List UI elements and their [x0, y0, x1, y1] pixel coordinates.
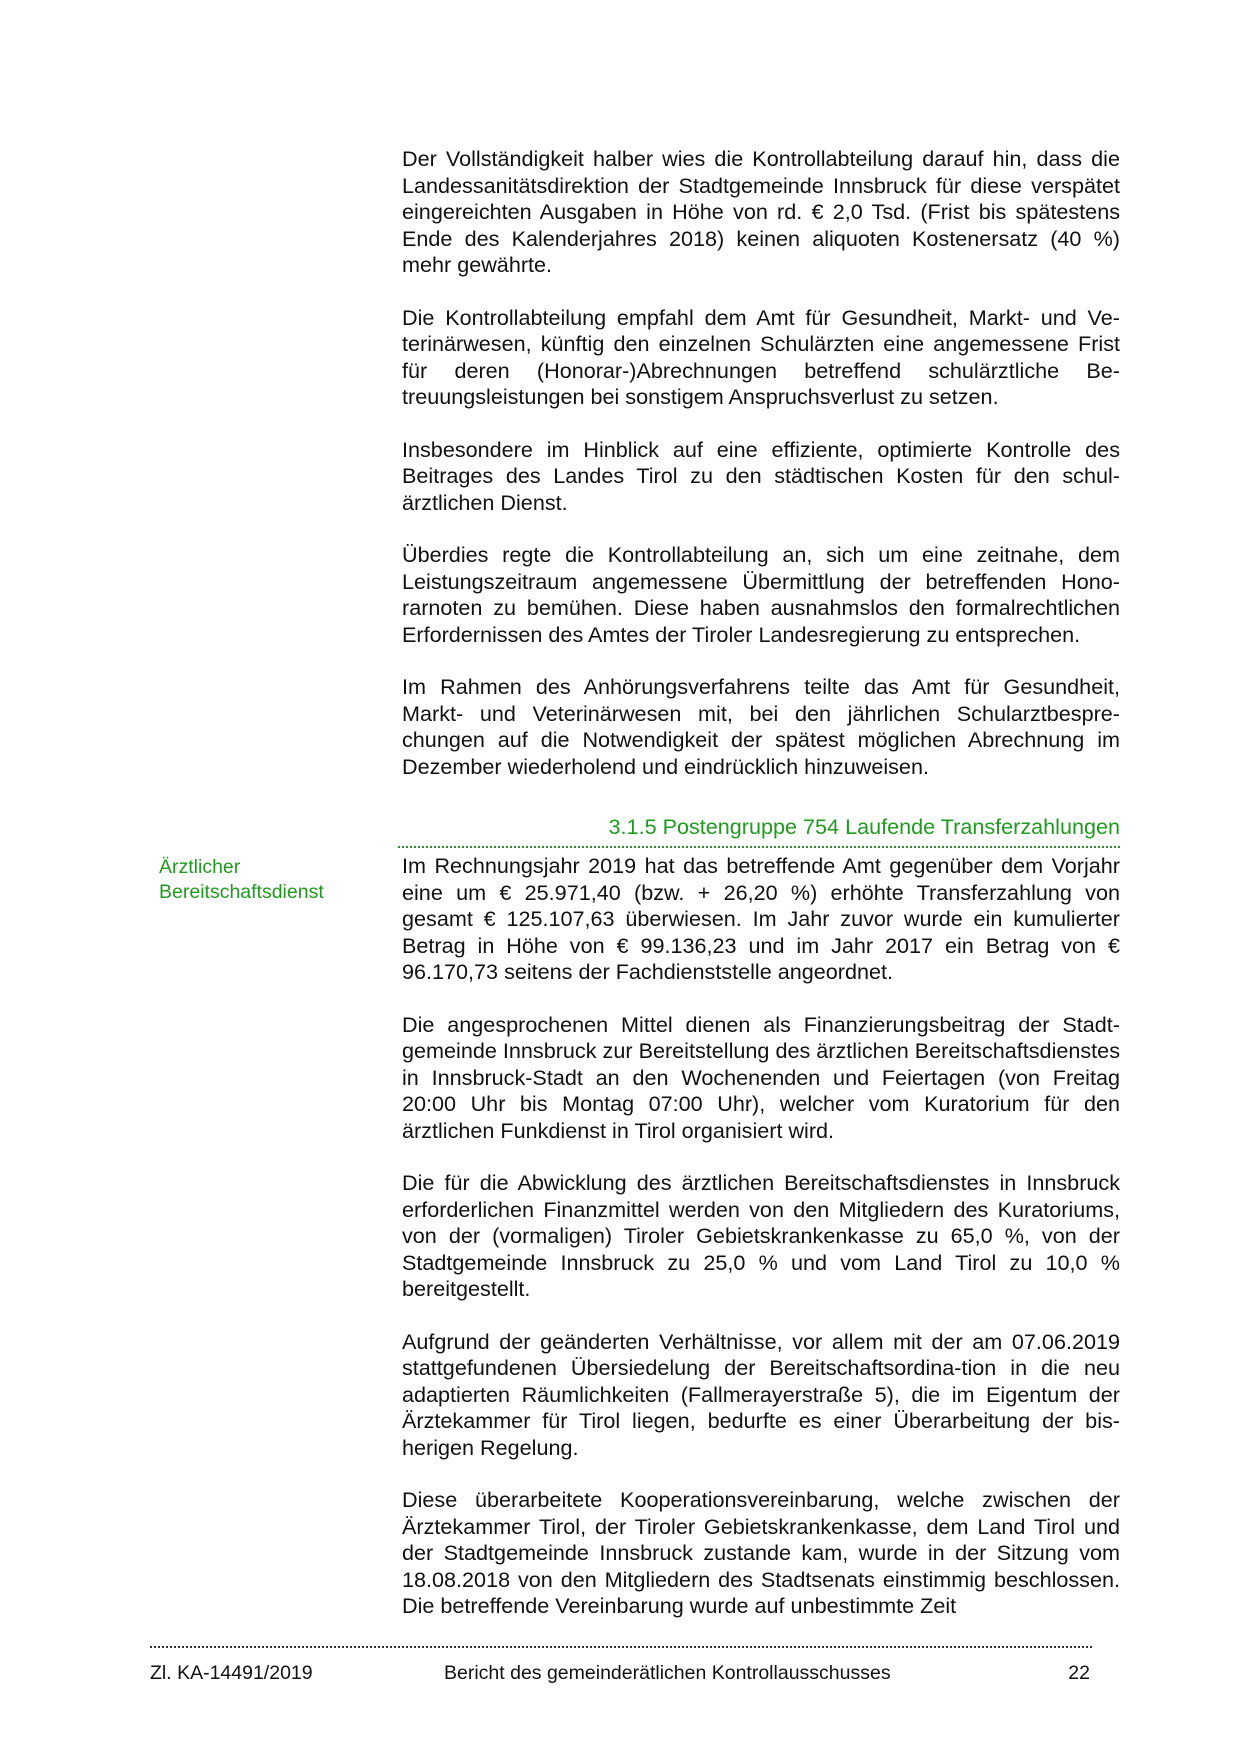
body-top [402, 146, 1120, 780]
paragraph: Überdies regte die Kontrollabteilung an, sich um eine zeitnahe, dem Leistungszeitraum angemessene Übermittlung der betreffenden Honorarnoten zu bemühen. Diese haben ausnahmslos den formalrechtlichen Erfordernissen des Amtes der Tiroler Landesregierung zu entsprechen. [402, 542, 1120, 647]
paragraph: Insbesondere im Hinblick auf eine effiziente, optimierte Kontrolle des Beitrages des Landes Tirol zu den städtischen Kosten für den schulärztlichen Dienst. [402, 436, 1120, 515]
footer-divider [150, 1646, 1092, 1648]
section-body [402, 853, 1120, 1620]
footer-reference: Zl. KA-14491/2019 [150, 1662, 313, 1684]
page-footer [150, 1660, 1092, 1686]
section-heading-rule [398, 810, 1120, 848]
paragraph: Die für die Abwicklung des ärztlichen Bereitschaftsdienstes in Innsbruck erforderlichen Finanzmittel werden von den Mitgliedern des Kuratoriums, von der (vormaligen) Tiroler Gebietskrankenkasse zu 65,0 %, von der Stadtgemeinde Innsbruck zu 25,0 % und vom Land Tirol zu 10,0 % bereitgestellt. [402, 1170, 1120, 1301]
page-number: 22 [1068, 1662, 1090, 1684]
section-heading: 3.1.5 Postengruppe 754 Laufende Transferzahlungen [608, 814, 1120, 839]
paragraph: Die Kontrollabteilung empfahl dem Amt für Gesundheit, Markt- und Veterinärwesen, künftig den einzelnen Schulärzten eine angemessene Frist für deren (Honorar-)Abrechnungen betreffend schulärztliche Betreuungsleistungen bei sonstigem Anspruchsverlust zu setzen. [402, 304, 1120, 409]
paragraph: Im Rechnungsjahr 2019 hat das betreffende Amt gegenüber dem Vorjahr eine um € 25.971,40 (bzw. + 26,20 %) erhöhte Transferzahlung von gesamt € 125.107,63 überwiesen. Im Jahr zuvor wurde ein kumulierter Betrag in Höhe von € 99.136,23 und im Jahr 2017 ein Betrag von € 96.170,73 seitens der Fachdienststelle angeordnet. [402, 853, 1120, 984]
margin-note [159, 855, 379, 904]
margin-note-line: Bereitschaftsdienst [159, 880, 324, 903]
paragraph: Im Rahmen des Anhörungsverfahrens teilte das Amt für Gesundheit, Markt- und Veterinärwesen mit, bei den jährlichen Schularztbesprechungen auf die Notwendigkeit der spätest möglichen Abrechnung im Dezember wiederholend und eindrücklich hinzuweisen. [402, 674, 1120, 779]
margin-note-line: Ärztlicher [159, 856, 241, 878]
paragraph: Die angesprochenen Mittel dienen als Finanzierungsbeitrag der Stadtgemeinde Innsbruck zur Bereitstellung des ärztlichen Bereitschaftsdienstes in Innsbruck-Stadt an den Wochenenden und Feiertagen (von Freitag 20:00 Uhr bis Montag 07:00 Uhr), welcher vom Kuratorium für den ärztlichen Funkdienst in Tirol organisiert wird. [402, 1011, 1120, 1143]
paragraph: Diese überarbeitete Kooperationsvereinbarung, welche zwischen der Ärztekammer Tirol, der Tiroler Gebietskrankenkasse, dem Land Tirol und der Stadtgemeinde Innsbruck zustande kam, wurde in der Sitzung vom 18.08.2018 von den Mitgliedern des Stadtsenats einstimmig beschlossen. Die betreffende Vereinbarung wurde auf unbestimmte Zeit [402, 1487, 1120, 1618]
paragraph: Aufgrund der geänderten Verhältnisse, vor allem mit der am 07.06.2019 stattgefundenen Übersiedelung der Bereitschaftsordina-tion in die neu adaptierten Räumlichkeiten (Fallmerayerstraße 5), die im Eigentum der Ärztekammer für Tirol liegen, bedurfte es einer Überarbeitung der bisherigen Regelung. [402, 1328, 1120, 1460]
paragraph: Der Vollständigkeit halber wies die Kontrollabteilung darauf hin, dass die Landessanitätsdirektion der Stadtgemeinde Innsbruck für diese verspätet eingereichten Ausgaben in Höhe von rd. € 2,0 Tsd. (Frist bis spätestens Ende des Kalenderjahres 2018) keinen aliquoten Kostenersatz (40 %) mehr gewährte. [402, 146, 1120, 277]
footer-title: Bericht des gemeinderätlichen Kontrollausschusses [444, 1662, 891, 1684]
